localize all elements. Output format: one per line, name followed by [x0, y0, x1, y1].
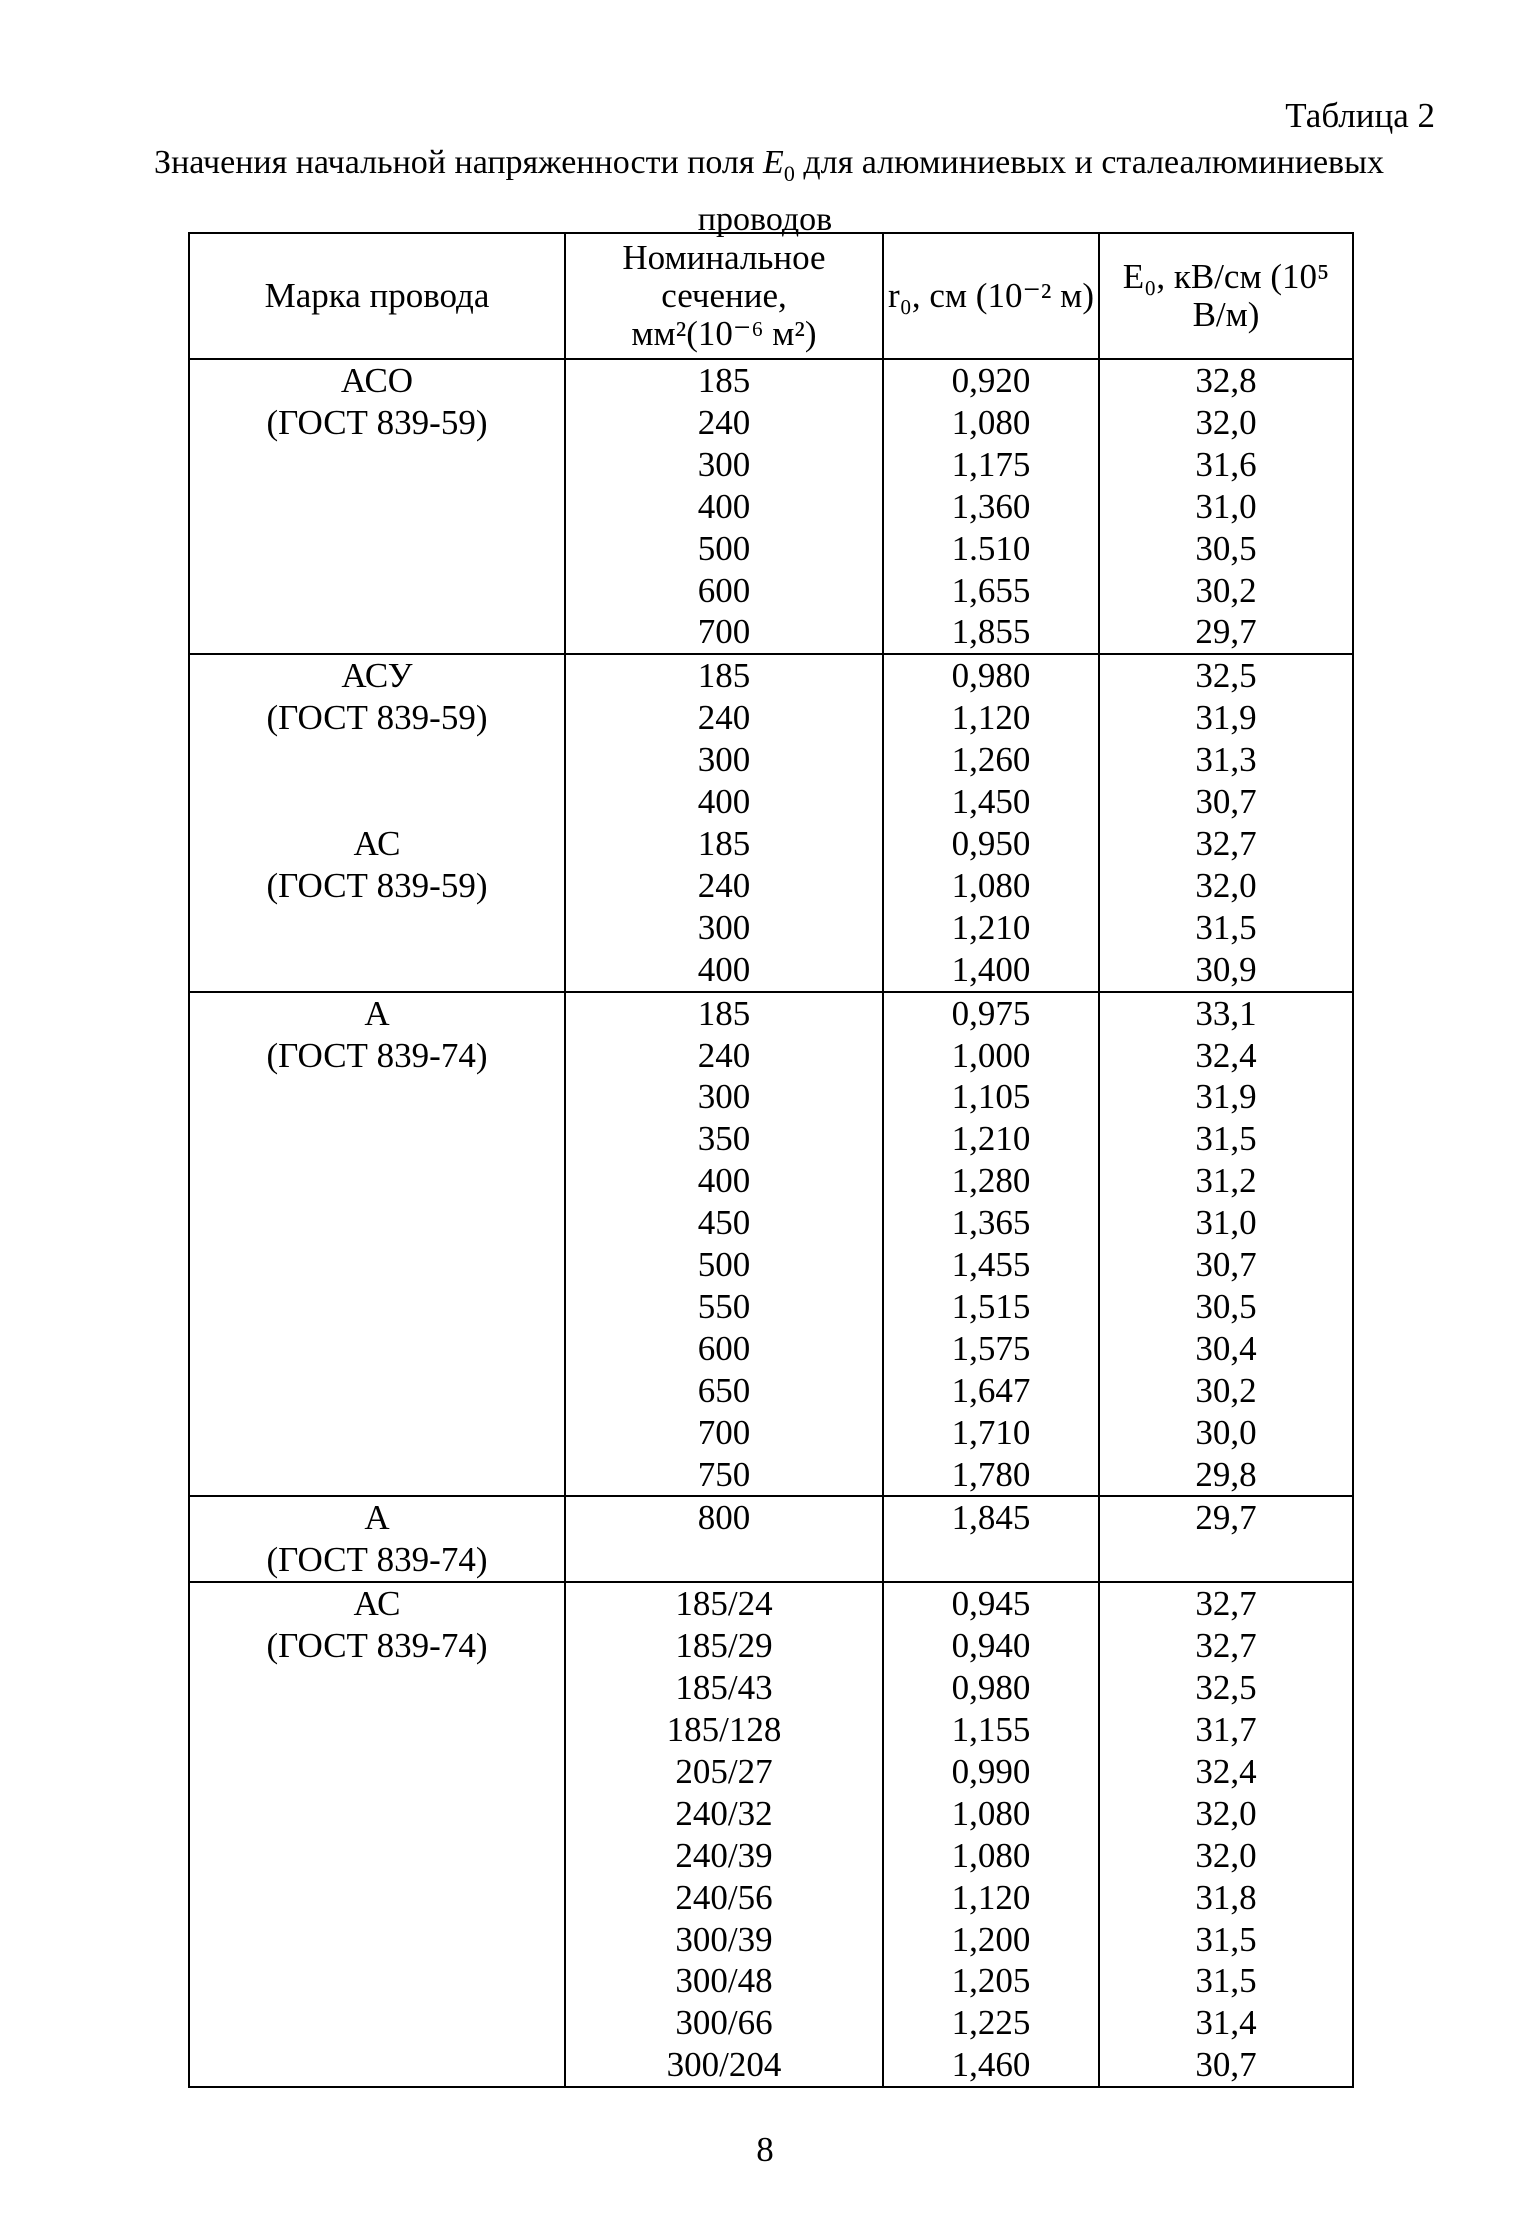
header-radius: r₀, см (10⁻² м): [883, 233, 1099, 359]
cell-field: 31,6: [1099, 444, 1353, 486]
table-number: Таблица 2: [1285, 96, 1435, 135]
header-section: [565, 233, 883, 359]
cell-field: 32,8: [1099, 359, 1353, 402]
caption-line-2: проводов: [697, 200, 833, 238]
cell-brand: [189, 1751, 565, 1793]
cell-section: 800: [565, 1496, 883, 1539]
cell-radius: 1,080: [883, 402, 1099, 444]
cell-field: 31,5: [1099, 1919, 1353, 1961]
table-body: [189, 359, 1353, 2087]
cell-section: 300/48: [565, 1960, 883, 2002]
table-row: [189, 739, 1353, 781]
cell-section: 240: [565, 402, 883, 444]
cell-brand: [189, 1118, 565, 1160]
table-row: [189, 1412, 1353, 1454]
cell-brand: [189, 1160, 565, 1202]
table-row: [189, 1328, 1353, 1370]
header-brand: Марка провода: [189, 233, 565, 359]
cell-radius: 0,940: [883, 1625, 1099, 1667]
cell-radius: 1,655: [883, 570, 1099, 612]
cell-radius: 1,780: [883, 1454, 1099, 1497]
cell-field: 32,7: [1099, 1582, 1353, 1625]
cell-brand: [189, 1835, 565, 1877]
table-row: [189, 1625, 1353, 1667]
table-row: [189, 444, 1353, 486]
cell-section: 450: [565, 1202, 883, 1244]
cell-section: 240/32: [565, 1793, 883, 1835]
table-row: [189, 570, 1353, 612]
table-row: [189, 823, 1353, 865]
cell-radius: 0,990: [883, 1751, 1099, 1793]
cell-section: 400: [565, 1160, 883, 1202]
cell-brand: [189, 1709, 565, 1751]
cell-brand: (ГОСТ 839-59): [189, 865, 565, 907]
cell-field: 32,0: [1099, 1793, 1353, 1835]
cell-brand: [189, 781, 565, 823]
cell-brand: [189, 1370, 565, 1412]
cell-section: 400: [565, 949, 883, 992]
cell-radius: 1,080: [883, 1835, 1099, 1877]
cell-field: 30,7: [1099, 2044, 1353, 2087]
cell-field: 31,5: [1099, 1960, 1353, 2002]
cell-brand: АС: [189, 823, 565, 865]
cell-field: 30,2: [1099, 570, 1353, 612]
cell-section: 240: [565, 697, 883, 739]
cell-radius: 1,000: [883, 1035, 1099, 1077]
table-row: [189, 611, 1353, 654]
cell-brand: [189, 2002, 565, 2044]
cell-brand: [189, 2044, 565, 2087]
cell-section: 600: [565, 570, 883, 612]
cell-radius: 1,455: [883, 1244, 1099, 1286]
cell-section: 300: [565, 739, 883, 781]
table-row: [189, 359, 1353, 402]
caption-text-before: Значения начальной напряженности поля: [154, 144, 764, 181]
cell-field: 32,4: [1099, 1035, 1353, 1077]
cell-section: 240/56: [565, 1877, 883, 1919]
cell-brand: [189, 1454, 565, 1497]
cell-section: 240: [565, 1035, 883, 1077]
table-row: [189, 2002, 1353, 2044]
header-field-line-1: E₀, кВ/см (10⁵: [1122, 257, 1330, 296]
cell-radius: 1,280: [883, 1160, 1099, 1202]
header-field: [1099, 233, 1353, 359]
cell-brand: [189, 739, 565, 781]
header-field-line-2: В/м): [1192, 295, 1260, 334]
field-symbol: [763, 144, 795, 186]
table-row: [189, 1919, 1353, 1961]
cell-field: 32,0: [1099, 865, 1353, 907]
cell-field: 31,8: [1099, 1877, 1353, 1919]
cell-field: 32,5: [1099, 654, 1353, 697]
table-row: [189, 907, 1353, 949]
cell-radius: 1,175: [883, 444, 1099, 486]
cell-field: 31,4: [1099, 2002, 1353, 2044]
cell-field: 31,3: [1099, 739, 1353, 781]
table-row: [189, 992, 1353, 1035]
cell-radius: 0,980: [883, 654, 1099, 697]
table-row: [189, 1667, 1353, 1709]
cell-radius: 1,360: [883, 486, 1099, 528]
cell-field: 32,0: [1099, 1835, 1353, 1877]
cell-field: 33,1: [1099, 992, 1353, 1035]
cell-radius: 0,980: [883, 1667, 1099, 1709]
field-symbol-letter: E: [763, 144, 784, 181]
cell-radius: 1,260: [883, 739, 1099, 781]
cell-section: 185: [565, 359, 883, 402]
cell-brand: [189, 528, 565, 570]
cell-section: 185: [565, 654, 883, 697]
cell-field: 32,0: [1099, 402, 1353, 444]
cell-field: 31,0: [1099, 1202, 1353, 1244]
cell-field: 30,2: [1099, 1370, 1353, 1412]
cell-brand: [189, 611, 565, 654]
cell-brand: (ГОСТ 839-59): [189, 697, 565, 739]
table-row: [189, 1539, 1353, 1582]
cell-radius: 1,205: [883, 1960, 1099, 2002]
cell-section: 185: [565, 992, 883, 1035]
table-row: [189, 654, 1353, 697]
cell-radius: 1,400: [883, 949, 1099, 992]
cell-section: 550: [565, 1286, 883, 1328]
cell-brand: [189, 486, 565, 528]
cell-radius: 1,647: [883, 1370, 1099, 1412]
cell-radius: 1,710: [883, 1412, 1099, 1454]
cell-section: 185/43: [565, 1667, 883, 1709]
table-row: [189, 1751, 1353, 1793]
cell-field: 30,9: [1099, 949, 1353, 992]
cell-field: 31,9: [1099, 697, 1353, 739]
cell-brand: [189, 1877, 565, 1919]
cell-section: 650: [565, 1370, 883, 1412]
table-row: [189, 1454, 1353, 1497]
cell-radius: 1,120: [883, 697, 1099, 739]
cell-radius: 1,105: [883, 1076, 1099, 1118]
cell-field: 31,9: [1099, 1076, 1353, 1118]
cell-brand: А: [189, 1496, 565, 1539]
cell-brand: [189, 949, 565, 992]
cell-radius: 0,950: [883, 823, 1099, 865]
cell-radius: 1,365: [883, 1202, 1099, 1244]
cell-radius: 1,200: [883, 1919, 1099, 1961]
cell-field: [1099, 1539, 1353, 1582]
cell-section: 600: [565, 1328, 883, 1370]
cell-field: 30,0: [1099, 1412, 1353, 1454]
table-row: [189, 1286, 1353, 1328]
cell-section: 300: [565, 1076, 883, 1118]
cell-radius: 1,460: [883, 2044, 1099, 2087]
cell-field: 29,7: [1099, 611, 1353, 654]
cell-radius: 0,945: [883, 1582, 1099, 1625]
cell-radius: 1,120: [883, 1877, 1099, 1919]
cell-brand: [189, 1412, 565, 1454]
cell-field: 32,5: [1099, 1667, 1353, 1709]
cell-section: 185/29: [565, 1625, 883, 1667]
table-row: [189, 1202, 1353, 1244]
cell-field: 31,5: [1099, 907, 1353, 949]
cell-section: 240/39: [565, 1835, 883, 1877]
cell-field: 30,7: [1099, 1244, 1353, 1286]
cell-field: 30,5: [1099, 1286, 1353, 1328]
cell-brand: [189, 1076, 565, 1118]
table-row: [189, 1076, 1353, 1118]
table-row: [189, 1244, 1353, 1286]
cell-brand: [189, 1667, 565, 1709]
cell-section: 400: [565, 486, 883, 528]
cell-brand: [189, 907, 565, 949]
cell-brand: [189, 1793, 565, 1835]
cell-section: 500: [565, 1244, 883, 1286]
cell-brand: [189, 444, 565, 486]
cell-radius: 1.510: [883, 528, 1099, 570]
cell-radius: 1,080: [883, 1793, 1099, 1835]
table-caption: [0, 138, 1530, 237]
cell-radius: 1,515: [883, 1286, 1099, 1328]
table-row: [189, 1035, 1353, 1077]
cell-brand: [189, 1202, 565, 1244]
cell-section: 500: [565, 528, 883, 570]
table-row: [189, 1582, 1353, 1625]
cell-brand: [189, 1960, 565, 2002]
cell-brand: (ГОСТ 839-74): [189, 1539, 565, 1582]
cell-field: 31,0: [1099, 486, 1353, 528]
cell-field: 32,7: [1099, 823, 1353, 865]
cell-section: 700: [565, 1412, 883, 1454]
table-row: [189, 949, 1353, 992]
table-row: [189, 1118, 1353, 1160]
table-header: [189, 233, 1353, 359]
cell-radius: 1,155: [883, 1709, 1099, 1751]
table-row: [189, 1160, 1353, 1202]
cell-section: 185: [565, 823, 883, 865]
cell-radius: 1,225: [883, 2002, 1099, 2044]
header-section-line-2: сечение,: [661, 276, 787, 315]
cell-section: 700: [565, 611, 883, 654]
cell-radius: [883, 1539, 1099, 1582]
cell-brand: [189, 1919, 565, 1961]
cell-section: 750: [565, 1454, 883, 1497]
table-row: [189, 697, 1353, 739]
header-section-line-1: Номинальное: [622, 238, 826, 277]
table-row: [189, 486, 1353, 528]
table-row: [189, 2044, 1353, 2087]
cell-radius: 1,210: [883, 907, 1099, 949]
page-number: 8: [756, 2130, 774, 2169]
cell-section: 300: [565, 907, 883, 949]
table-row: [189, 402, 1353, 444]
cell-brand: (ГОСТ 839-59): [189, 402, 565, 444]
table-row: [189, 1709, 1353, 1751]
cell-field: 29,7: [1099, 1496, 1353, 1539]
table-row: [189, 1496, 1353, 1539]
cell-section: 350: [565, 1118, 883, 1160]
cell-section: 300/204: [565, 2044, 883, 2087]
cell-section: 185/24: [565, 1582, 883, 1625]
cell-field: 30,5: [1099, 528, 1353, 570]
cell-field: 32,7: [1099, 1625, 1353, 1667]
cell-section: 300: [565, 444, 883, 486]
cell-field: 31,7: [1099, 1709, 1353, 1751]
cell-brand: [189, 570, 565, 612]
table-row: [189, 781, 1353, 823]
cell-brand: (ГОСТ 839-74): [189, 1625, 565, 1667]
cell-brand: АСУ: [189, 654, 565, 697]
cell-brand: АС: [189, 1582, 565, 1625]
cell-field: 30,7: [1099, 781, 1353, 823]
cell-radius: 1,080: [883, 865, 1099, 907]
table-row: [189, 1960, 1353, 2002]
cell-section: 300/39: [565, 1919, 883, 1961]
cell-section: 240: [565, 865, 883, 907]
cell-section: 205/27: [565, 1751, 883, 1793]
caption-line-1: [0, 138, 1530, 199]
cell-field: 30,4: [1099, 1328, 1353, 1370]
table-row: [189, 1877, 1353, 1919]
cell-field: 31,5: [1099, 1118, 1353, 1160]
cell-radius: 0,920: [883, 359, 1099, 402]
cell-brand: [189, 1286, 565, 1328]
cell-brand: АСО: [189, 359, 565, 402]
cell-section: 300/66: [565, 2002, 883, 2044]
cell-radius: 1,450: [883, 781, 1099, 823]
cell-field: 31,2: [1099, 1160, 1353, 1202]
header-section-line-3: мм²(10⁻⁶ м²): [631, 314, 817, 353]
cell-brand: [189, 1328, 565, 1370]
cell-radius: 1,210: [883, 1118, 1099, 1160]
cell-section: 185/128: [565, 1709, 883, 1751]
table-row: [189, 528, 1353, 570]
cell-brand: А: [189, 992, 565, 1035]
cell-section: [565, 1539, 883, 1582]
cell-radius: 0,975: [883, 992, 1099, 1035]
field-strength-table: [188, 232, 1354, 2088]
cell-brand: (ГОСТ 839-74): [189, 1035, 565, 1077]
table-row: [189, 1793, 1353, 1835]
cell-field: 32,4: [1099, 1751, 1353, 1793]
header-row: [189, 233, 1353, 359]
cell-section: 400: [565, 781, 883, 823]
cell-radius: 1,855: [883, 611, 1099, 654]
cell-brand: [189, 1244, 565, 1286]
cell-field: 29,8: [1099, 1454, 1353, 1497]
table-row: [189, 1835, 1353, 1877]
caption-text-after: для алюминиевых и сталеалюминиевых: [794, 144, 1384, 181]
table-row: [189, 865, 1353, 907]
cell-radius: 1,845: [883, 1496, 1099, 1539]
field-symbol-subscript: 0: [783, 160, 795, 186]
table-row: [189, 1370, 1353, 1412]
cell-radius: 1,575: [883, 1328, 1099, 1370]
